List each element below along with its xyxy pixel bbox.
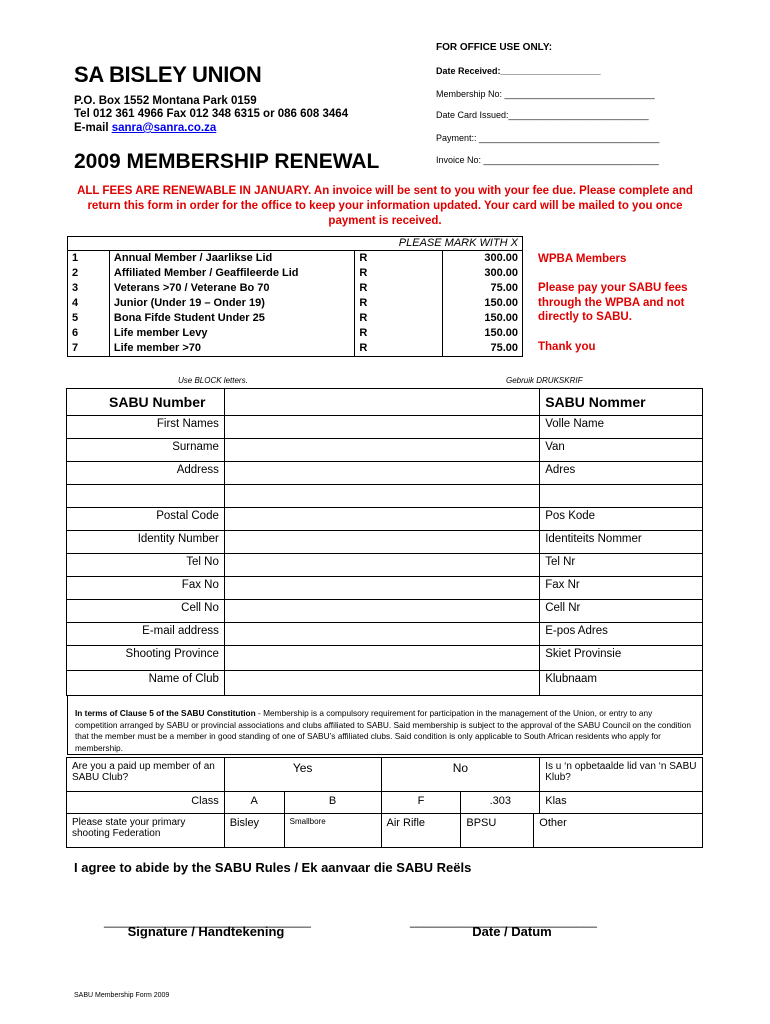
form-row xyxy=(67,554,703,577)
fees-header-row xyxy=(68,237,523,251)
klubnaam-label: Klubnaam xyxy=(540,671,703,696)
form-row xyxy=(67,485,703,508)
fee-currency: R xyxy=(355,251,443,267)
federation-other-option[interactable]: Other xyxy=(534,814,703,848)
identity-number-label: Identity Number xyxy=(67,531,225,554)
fee-label: Affiliated Member / Geaffileerde Lid xyxy=(109,266,354,281)
clause-text: - Membership is a compulsory requirement for participation in the management of the Union, or entry to any competition arranged by SABU or provincial associations and clubs affiliated to SABU. Said membership is subject to the approval of the SABU Council on the condition that the member must be a member in good standing of one of SABU’s affiliated clubs. Said condition is only applicable to South African residents who apply for membership. xyxy=(75,708,691,753)
agreement-statement: I agree to abide by the SABU Rules / Ek aanvaar die SABU Reëls xyxy=(74,860,472,875)
identity-number-input[interactable] xyxy=(224,531,539,554)
address-label: Address xyxy=(67,462,225,485)
fee-label: Veterans >70 / Veterane Bo 70 xyxy=(109,281,354,296)
office-use-title: FOR OFFICE USE ONLY: xyxy=(436,42,553,53)
postal-code-input[interactable] xyxy=(224,508,539,531)
skiet-provinsie-label: Skiet Provinsie xyxy=(540,646,703,671)
first-names-label: First Names xyxy=(67,416,225,439)
page-title: 2009 MEMBERSHIP RENEWAL xyxy=(74,150,380,173)
federation-label: Please state your primary shooting Federation xyxy=(67,814,225,848)
fee-row[interactable] xyxy=(68,296,523,311)
class-303-option[interactable]: .303 xyxy=(461,792,540,814)
org-name: SA BISLEY UNION xyxy=(74,62,262,87)
cell-nr-label: Cell Nr xyxy=(540,600,703,623)
fee-number: 2 xyxy=(68,266,110,281)
email-prefix: E-mail xyxy=(74,122,112,134)
cell-no-label: Cell No xyxy=(67,600,225,623)
form-row xyxy=(67,577,703,600)
adres-continued-label xyxy=(540,485,703,508)
e-pos-adres-label: E-pos Adres xyxy=(540,623,703,646)
address-continued-label xyxy=(67,485,225,508)
fee-row[interactable] xyxy=(68,251,523,267)
federation-row xyxy=(67,814,703,848)
fee-number: 4 xyxy=(68,296,110,311)
fee-number: 6 xyxy=(68,326,110,341)
wpba-line-2: through the WPBA and not xyxy=(538,297,685,309)
tel-no-input[interactable] xyxy=(224,554,539,577)
fee-currency: R xyxy=(355,281,443,296)
club-class-table xyxy=(66,757,703,848)
form-row xyxy=(67,531,703,554)
fee-currency: R xyxy=(355,311,443,326)
federation-air-rifle-option[interactable]: Air Rifle xyxy=(381,814,461,848)
fee-row[interactable] xyxy=(68,281,523,296)
address-input-1[interactable] xyxy=(224,462,539,485)
pos-kode-label: Pos Kode xyxy=(540,508,703,531)
shooting-province-input[interactable] xyxy=(224,646,539,671)
email-line xyxy=(74,121,216,135)
date-line[interactable]: ____________________________ xyxy=(410,914,597,928)
sabu-number-input[interactable] xyxy=(224,389,539,416)
fax-no-label: Fax No xyxy=(67,577,225,600)
klas-label: Klas xyxy=(540,792,703,814)
wpba-thanks: Thank you xyxy=(538,341,596,353)
class-a-option[interactable]: A xyxy=(224,792,284,814)
fee-amount: 150.00 xyxy=(443,311,523,326)
form-row xyxy=(67,416,703,439)
federation-smallbore-option[interactable]: Smallbore xyxy=(284,814,381,848)
fee-row[interactable] xyxy=(68,341,523,357)
fee-row[interactable] xyxy=(68,311,523,326)
form-row xyxy=(67,439,703,462)
first-names-input[interactable] xyxy=(224,416,539,439)
telephone-line: Tel 012 361 4966 Fax 012 348 6315 or 086 608 3464 xyxy=(74,108,349,120)
shooting-province-label: Shooting Province xyxy=(67,646,225,671)
fee-number: 3 xyxy=(68,281,110,296)
date-card-issued-field[interactable]: Date Card Issued:____________________________ xyxy=(436,110,649,120)
fee-label: Life member >70 xyxy=(109,341,354,357)
club-question-af: Is u ‘n opbetaalde lid van ‘n SABU Klub? xyxy=(540,758,703,792)
member-details-form xyxy=(66,388,703,696)
form-row xyxy=(67,623,703,646)
fee-amount: 300.00 xyxy=(443,266,523,281)
email-link[interactable]: sanra@sanra.co.za xyxy=(111,122,217,134)
form-row xyxy=(67,508,703,531)
fee-number: 1 xyxy=(68,251,110,267)
identiteits-nommer-label: Identiteits Nommer xyxy=(540,531,703,554)
form-header-row xyxy=(67,389,703,416)
form-row xyxy=(67,646,703,671)
mark-with-x-header: PLEASE MARK WITH X xyxy=(68,237,523,251)
fees-table xyxy=(67,236,523,357)
block-letters-note-af: Gebruik DRUKSKRIF xyxy=(506,376,583,385)
wpba-line-3: directly to SABU. xyxy=(538,311,632,323)
club-no-option[interactable]: No xyxy=(381,758,540,792)
footer-text: SABU Membership Form 2009 xyxy=(74,992,170,999)
date-received-field[interactable]: Date Received:____________________ xyxy=(436,66,601,76)
name-of-club-input[interactable] xyxy=(224,671,539,696)
fee-amount: 300.00 xyxy=(443,251,523,267)
club-membership-row xyxy=(67,758,703,792)
email-address-label: E-mail address xyxy=(67,623,225,646)
fee-amount: 75.00 xyxy=(443,281,523,296)
postal-address: P.O. Box 1552 Montana Park 0159 xyxy=(74,95,257,107)
address-input-2[interactable] xyxy=(224,485,539,508)
fee-amount: 150.00 xyxy=(443,326,523,341)
signature-line[interactable]: _______________________________ xyxy=(104,914,311,928)
fee-currency: R xyxy=(355,341,443,357)
fee-currency: R xyxy=(355,296,443,311)
wpba-line-1: Please pay your SABU fees xyxy=(538,282,688,294)
constitution-clause xyxy=(67,695,703,755)
clause-heading: In terms of Clause 5 of the SABU Constitution xyxy=(75,708,256,718)
class-label: Class xyxy=(67,792,225,814)
email-address-input[interactable] xyxy=(224,623,539,646)
form-row xyxy=(67,600,703,623)
sabu-nommer-label: SABU Nommer xyxy=(540,389,703,416)
fee-row[interactable] xyxy=(68,326,523,341)
renewal-notice: ALL FEES ARE RENEWABLE IN JANUARY. An invoice will be sent to you with your fee due. Please complete and return this form in order for the office to keep your information updated. Your card will be mailed to you once payment is received. xyxy=(77,185,693,227)
class-row xyxy=(67,792,703,814)
payment-field[interactable]: Payment:: ____________________________________ xyxy=(436,133,660,143)
form-row xyxy=(67,671,703,696)
sabu-number-label: SABU Number xyxy=(67,389,225,416)
form-row xyxy=(67,462,703,485)
van-label: Van xyxy=(540,439,703,462)
membership-no-field[interactable]: Membership No: ______________________________ xyxy=(436,89,655,99)
cell-no-input[interactable] xyxy=(224,600,539,623)
fee-label: Annual Member / Jaarlikse Lid xyxy=(109,251,354,267)
volle-name-label: Volle Name xyxy=(540,416,703,439)
fax-nr-label: Fax Nr xyxy=(540,577,703,600)
federation-bpsu-option[interactable]: BPSU xyxy=(461,814,534,848)
postal-code-label: Postal Code xyxy=(67,508,225,531)
signature-label: Signature / Handtekening xyxy=(127,924,285,939)
fee-amount: 75.00 xyxy=(443,341,523,357)
fee-label: Junior (Under 19 – Onder 19) xyxy=(109,296,354,311)
fee-currency: R xyxy=(355,266,443,281)
class-b-option[interactable]: B xyxy=(284,792,381,814)
adres-label: Adres xyxy=(540,462,703,485)
fee-label: Bona Fifde Student Under 25 xyxy=(109,311,354,326)
tel-no-label: Tel No xyxy=(67,554,225,577)
block-letters-note-en: Use BLOCK letters. xyxy=(178,376,248,385)
club-question-en: Are you a paid up member of an SABU Club? xyxy=(67,758,225,792)
club-yes-option[interactable]: Yes xyxy=(224,758,381,792)
tel-nr-label: Tel Nr xyxy=(540,554,703,577)
fee-amount: 150.00 xyxy=(443,296,523,311)
date-label: Date / Datum xyxy=(472,924,552,939)
surname-input[interactable] xyxy=(224,439,539,462)
federation-bisley-option[interactable]: Bisley xyxy=(224,814,284,848)
invoice-no-field[interactable]: Invoice No: ___________________________________ xyxy=(436,155,659,165)
name-of-club-label: Name of Club xyxy=(67,671,225,696)
fee-number: 5 xyxy=(68,311,110,326)
fee-currency: R xyxy=(355,326,443,341)
fax-no-input[interactable] xyxy=(224,577,539,600)
wpba-title: WPBA Members xyxy=(538,253,627,265)
fee-row[interactable] xyxy=(68,266,523,281)
surname-label: Surname xyxy=(67,439,225,462)
fee-number: 7 xyxy=(68,341,110,357)
class-f-option[interactable]: F xyxy=(381,792,461,814)
fee-label: Life member Levy xyxy=(109,326,354,341)
